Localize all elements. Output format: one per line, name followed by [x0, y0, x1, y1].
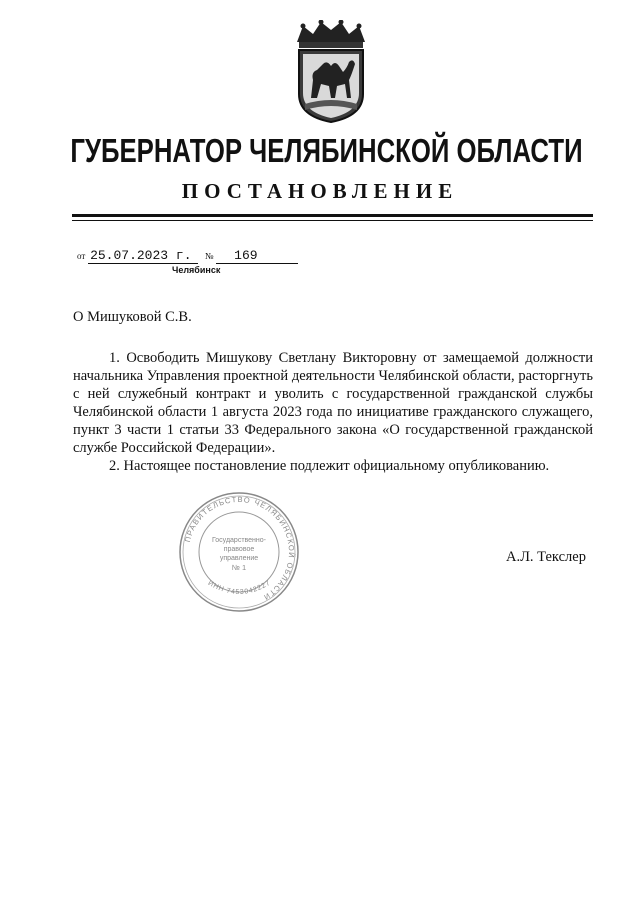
official-seal-stamp: [177, 490, 301, 614]
coat-of-arms-icon: [287, 20, 375, 124]
svg-text:ИНН 7453042227: [207, 580, 272, 597]
date-number-line: [77, 248, 298, 264]
body-paragraph-2: 2. Настоящее постановление подлежит официальному опубликованию.: [109, 458, 550, 474]
stamp-inner-line-1: Государственно-: [211, 537, 267, 544]
header-rule-thin: [72, 220, 593, 221]
document-date: 25.07.2023 г.: [88, 248, 198, 264]
stamp-inner-line-2: правовое: [223, 546, 255, 553]
document-number: 169: [216, 248, 298, 264]
stamp-inner-line-3: управление: [219, 555, 259, 562]
signatory-name: А.Л. Текслер: [506, 549, 586, 565]
number-prefix: №: [204, 251, 214, 261]
body-paragraph-1: 1. Освободить Мишукову Светлану Викторовну от замещаемой должности начальника Управления проектной деятельности Челябинской области, расторгнуть с ней служебный контракт и уволить с государственной гражданской службы Челябинской области 1 августа 2023 года по инициативе гражданского служащего, пункт 3 части 1 статьи 33 Федерального закона «О государственной гражданской службе Российской Федерации».: [73, 350, 593, 456]
date-prefix: от: [77, 251, 86, 261]
issuing-authority: ГУБЕРНАТОР ЧЕЛЯБИНСКОЙ ОБЛАСТИ: [70, 132, 583, 169]
document-subject: О Мишуковой С.В.: [73, 309, 192, 325]
stamp-inner-line-4: № 1: [231, 563, 247, 572]
issue-city: Челябинск: [172, 265, 221, 275]
stamp-ring-text: ПРАВИТЕЛЬСТВО ЧЕЛЯБИНСКОЙ ОБЛАСТИ: [182, 494, 297, 603]
stamp-inn: ИНН 7453042227: [206, 579, 273, 597]
document-type-title: ПОСТАНОВЛЕНИЕ: [181, 179, 459, 203]
header-rule-thick: [72, 214, 593, 217]
document-body: [73, 349, 593, 475]
